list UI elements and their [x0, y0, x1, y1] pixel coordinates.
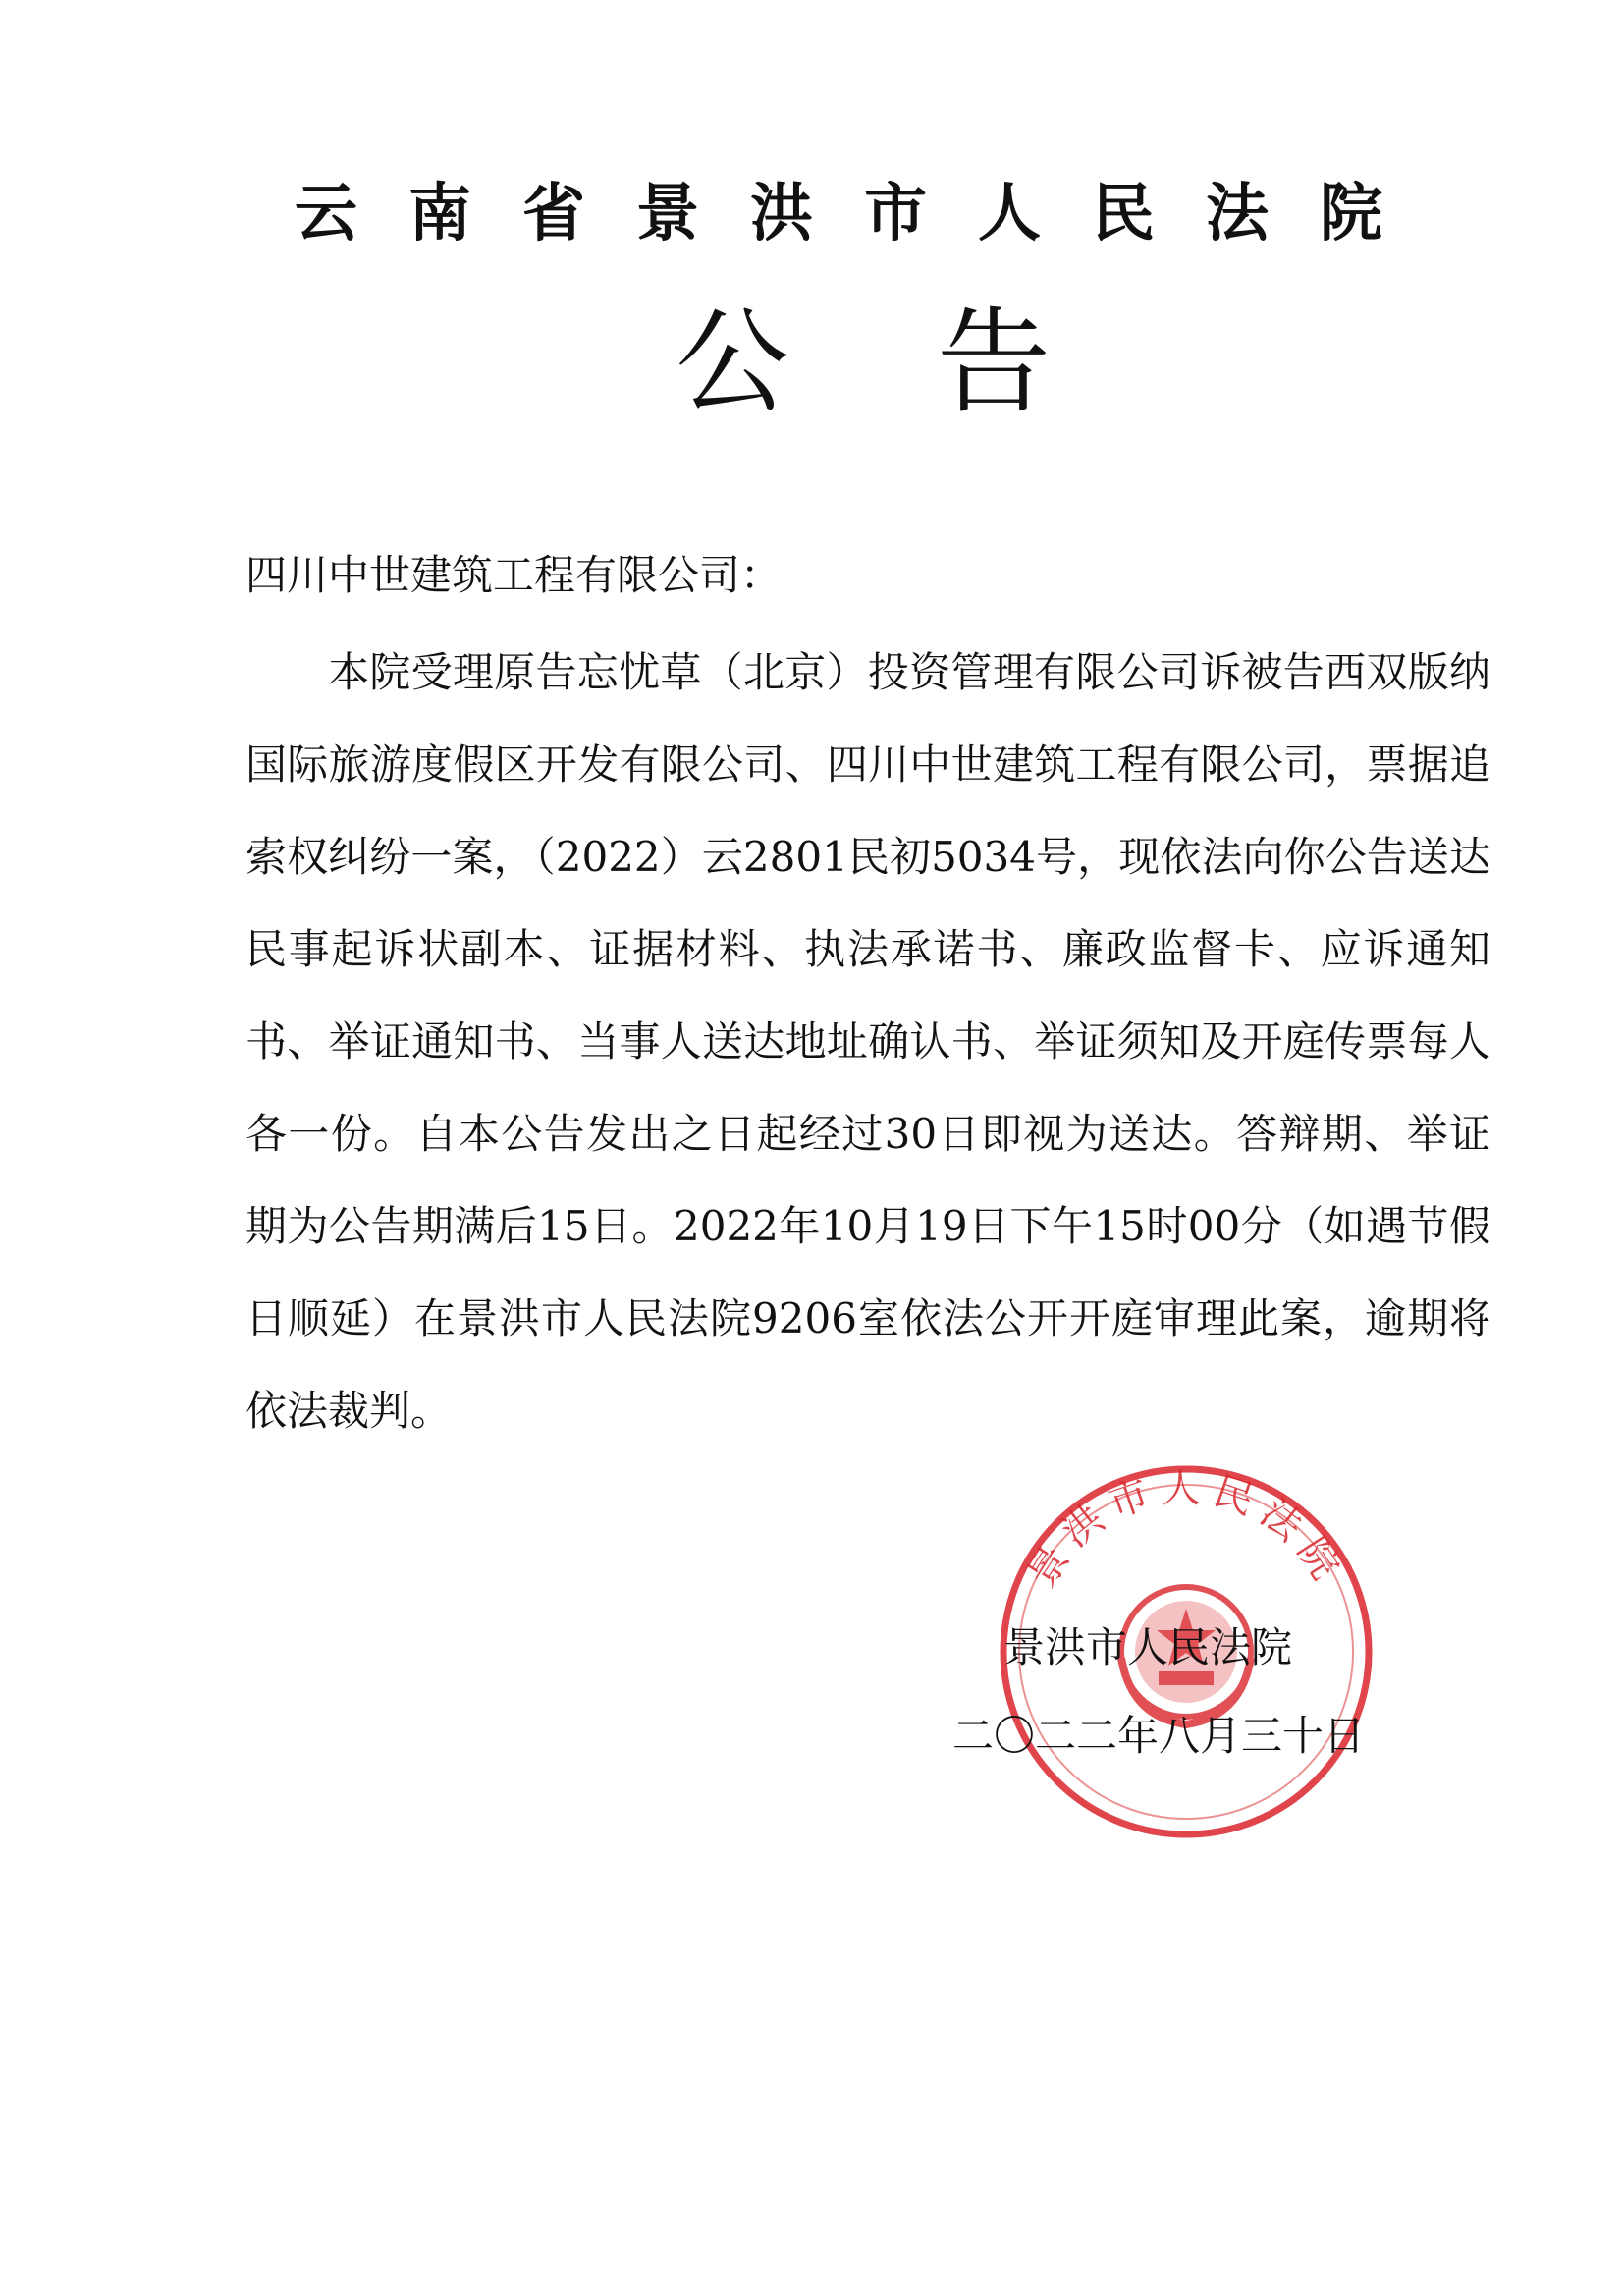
addressee: 四川中世建筑工程有限公司： — [245, 551, 783, 599]
seal-text: 景洪市人民法院 — [1018, 1466, 1354, 1596]
document-title: 公告 — [676, 297, 1198, 429]
sign-date: 二〇二二年八月三十日 — [952, 1712, 1366, 1760]
notice-body: 本院受理原告忘忧草（北京）投资管理有限公司诉被告西双版纳国际旅游度假区开发有限公司、四川中世建筑工程有限公司，票据追索权纠纷一案，（2022）云2801民初5034号，现依法向你公告送达民事起诉状副本、证据材料、执法承诺书、廉政监督卡、应诉通知书、举证通知书、当事人送达地址确认书、举证须知及开庭传票每人各一份。自本公告发出之日起经过30日即视为送达。答辩期、举证期为公告期满后15日。2022年10月19日下午15时00分（如遇节假日顺延）在景洪市人民法院9206室依法公开开庭审理此案，逾期将依法裁判。 — [245, 648, 1490, 1435]
court-name: 云南省景洪市人民法院 — [295, 177, 1434, 250]
signer-name: 景洪市人民法院 — [1003, 1623, 1293, 1671]
